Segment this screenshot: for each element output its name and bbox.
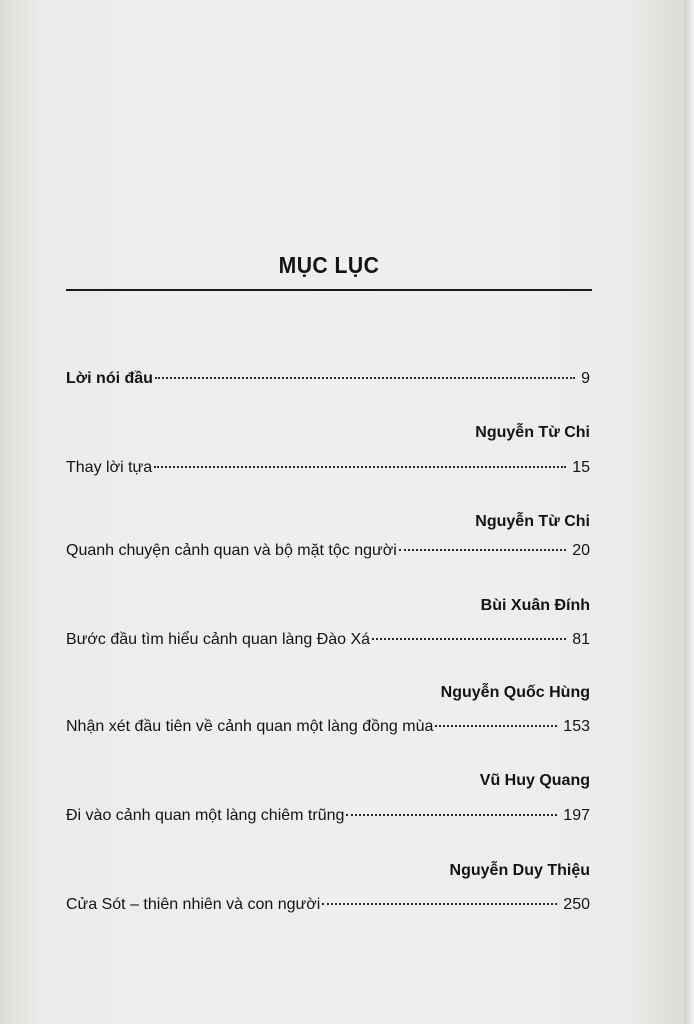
- toc-entry-page: 81: [572, 631, 590, 648]
- toc-entry-title: Cửa Sót – thiên nhiên và con người: [66, 896, 321, 913]
- toc-entry-author: Nguyễn Từ Chi: [475, 424, 590, 441]
- toc-entry-author: Bùi Xuân Đính: [480, 597, 590, 614]
- page-edge: [684, 0, 694, 1024]
- toc-entry-author: Nguyễn Quốc Hùng: [440, 684, 590, 701]
- toc-entry[interactable]: [66, 896, 590, 914]
- toc-entry-page: 250: [563, 896, 590, 913]
- toc-entry-page: 15: [572, 459, 590, 476]
- dot-leader: [399, 549, 566, 551]
- toc-entry-title: Nhận xét đầu tiên về cảnh quan một làng đồng mùa: [66, 718, 434, 735]
- toc-entry[interactable]: [66, 807, 590, 825]
- toc-entry-title: Thay lời tựa: [66, 459, 153, 476]
- toc-entry-page: 20: [572, 542, 590, 559]
- dot-leader: [154, 466, 566, 468]
- toc-heading: MỤC LỤC: [278, 252, 380, 278]
- dot-leader: [155, 377, 575, 379]
- toc-entry-title: Bước đầu tìm hiểu cảnh quan làng Đào Xá: [66, 631, 371, 648]
- toc-entry[interactable]: [66, 542, 590, 560]
- toc-entry[interactable]: [66, 718, 590, 736]
- toc-entry-title: Quanh chuyện cảnh quan và bộ mặt tộc người: [66, 542, 397, 559]
- dot-leader: [322, 903, 557, 905]
- toc-entry-title: Đi vào cảnh quan một làng chiêm trũng: [66, 807, 345, 824]
- toc-entry-page: 197: [563, 807, 590, 824]
- toc-entry-foreword[interactable]: [66, 370, 590, 388]
- toc-entry[interactable]: [66, 459, 590, 477]
- toc-entry-title: Lời nói đầu: [66, 370, 153, 387]
- toc-entry-author: Nguyễn Duy Thiệu: [449, 862, 590, 879]
- dot-leader: [435, 725, 557, 727]
- toc-entry-page: 9: [581, 370, 590, 387]
- dot-leader: [346, 814, 557, 816]
- dot-leader: [372, 638, 566, 640]
- toc-entry-page: 153: [563, 718, 590, 735]
- toc-entry-author: Vũ Huy Quang: [479, 772, 590, 789]
- heading-divider: [66, 289, 592, 291]
- toc-entry-author: Nguyễn Từ Chi: [475, 513, 590, 530]
- toc-entry[interactable]: [66, 631, 590, 649]
